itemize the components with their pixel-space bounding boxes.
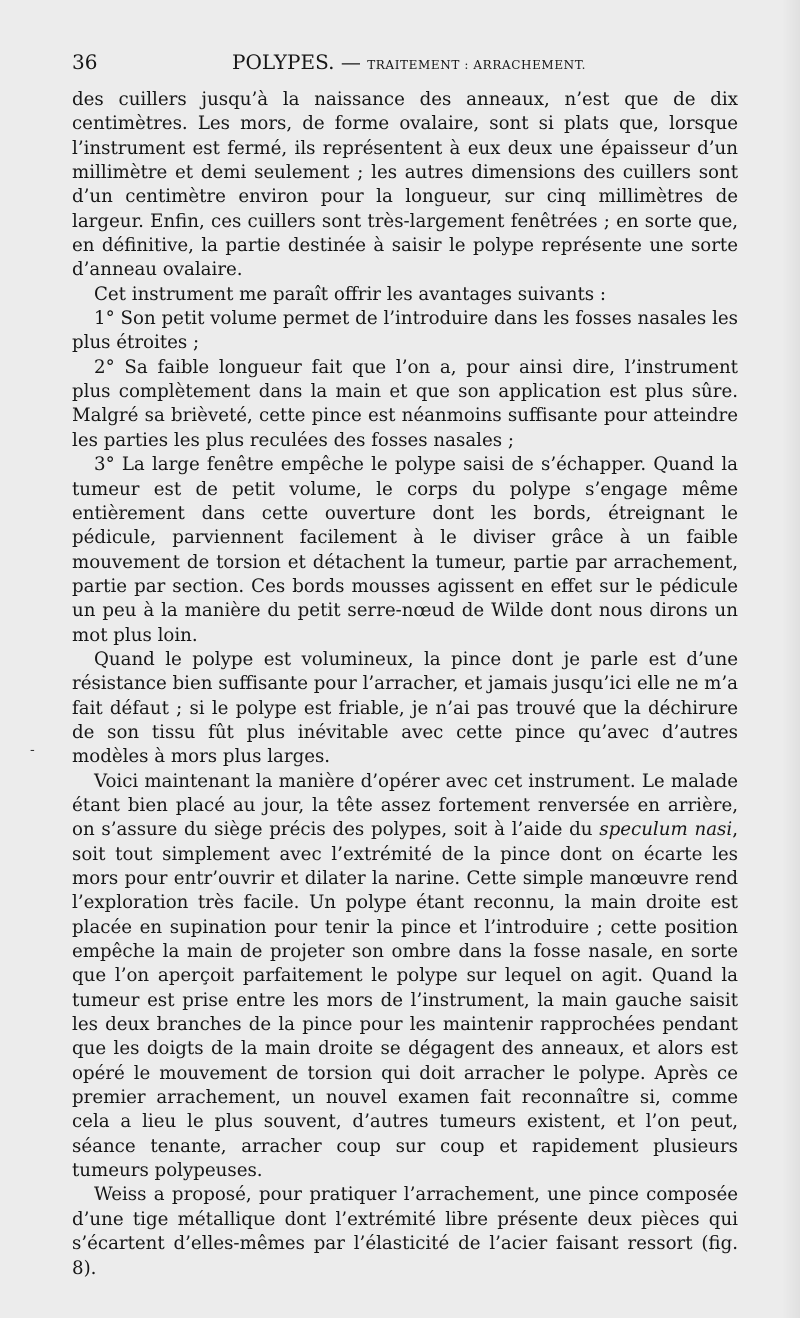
running-title-section: TRAITEMENT : ARRACHEMENT. [367,58,587,72]
paragraph-7-italic: speculum nasi [599,819,733,841]
paragraph-7 [72,770,738,1184]
paragraph-8: Weiss a proposé, pour pratiquer l’arrachement, une pince composée d’une tige métallique dont l’extrémité libre présente deux pièces qui s’écartent d’elles-mêmes par l’élasticité de l’acier faisant ressort (fig. 8). [72,1184,738,1279]
body-text [72,88,738,1281]
paragraph-5: 3° La large fenêtre empêche le polype saisi de s’échapper. Quand la tumeur est de petit volume, le corps du polype s’engage même entièrement dans cette ouverture dont les bords, étreignant le pédicule, parviennent facilement à le diviser grâce à un faible mouvement de torsion et détachent la tumeur, partie par arrachement, partie par section. Ces bords mousses agissent en effet sur le pédicule un peu à la manière du petit serre-nœud de Wilde dont nous dirons un mot plus loin. [72,454,738,646]
page-number: 36 [72,50,98,74]
paragraph-6: Quand le polype est volumineux, la pince dont je parle est d’une résistance bien suffisante pour l’arracher, et jamais jusqu’ici elle ne m’a fait défaut ; si le polype est friable, je n’ai pas trouvé que la déchirure de son tissu fût plus inévitable avec cette pince qu’avec d’autres modèles à mors plus larges. [72,648,739,768]
paragraph-2: Cet instrument me paraît offrir les avantages suivants : [94,283,607,305]
margin-mark: - [30,742,35,758]
paragraph-7-after: , soit tout simplement avec l’extrémité de la pince dont on écarte les mors pour entr’ouvrir et dilater la narine. Cette simple manœuvre rend l’exploration très facile. Un polype étant reconnu, la main droite est placée en supination pour tenir la pince et l’introduire ; cette position empêche la main de projeter son ombre dans la fosse nasale, en sorte que l’on aperçoit parfaitement le polype sur lequel on agit. Quand la tumeur est prise entre les mors de l’instrument, la main gauche saisit les deux branches de la pince pour les maintenir rapprochées pendant que les doigts de la main droite se dégagent des anneaux, et alors est opéré le mouvement de torsion qui doit arracher le polype. Après ce premier arrachement, un nouvel examen fait reconnaître si, comme cela a lieu le plus souvent, d’autres tumeurs existent, et l’on peut, séance tenante, arracher coup sur coup et rapidement plusieurs tumeurs polypeuses. [72,819,738,1182]
paragraph-3: 1° Son petit volume permet de l’introduire dans les fosses nasales les plus étroites ; [72,308,738,354]
running-title-main: POLYPES. [232,50,335,74]
paragraph-1: des cuillers jusqu’à la naissance des anneaux, n’est que de dix centimètres. Les mors, de forme ovalaire, sont si plats que, lorsque l’instrument est fermé, ils représentent à eux deux une épaisseur d’un millimètre et demi seulement ; les autres dimensions des cuillers sont d’un centimètre environ pour la longueur, sur cinq millimètres de largeur. Enfin, ces cuillers sont très-largement fenêtrées ; en sorte que, en définitive, la partie destinée à saisir le polype représente une sorte d’anneau ovalaire. [72,89,738,281]
paragraph-4: 2° Sa faible longueur fait que l’on a, pour ainsi dire, l’instrument plus complètement dans la main et que son application est plus sûre. Malgré sa brièveté, cette pince est néanmoins suffisante pour atteindre les parties les plus reculées des fosses nasales ; [72,356,738,451]
paragraph-7-before: Voici maintenant la manière d’opérer avec cet instrument. Le malade étant bien placé au jour, la tête assez fortement renversée en arrière, on s’assure du siège précis des polypes, soit à l’aide du [72,770,738,841]
scan-edge-shadow [782,0,800,1318]
running-title [232,50,586,74]
running-header [72,50,732,80]
running-title-separator: — [340,50,361,74]
